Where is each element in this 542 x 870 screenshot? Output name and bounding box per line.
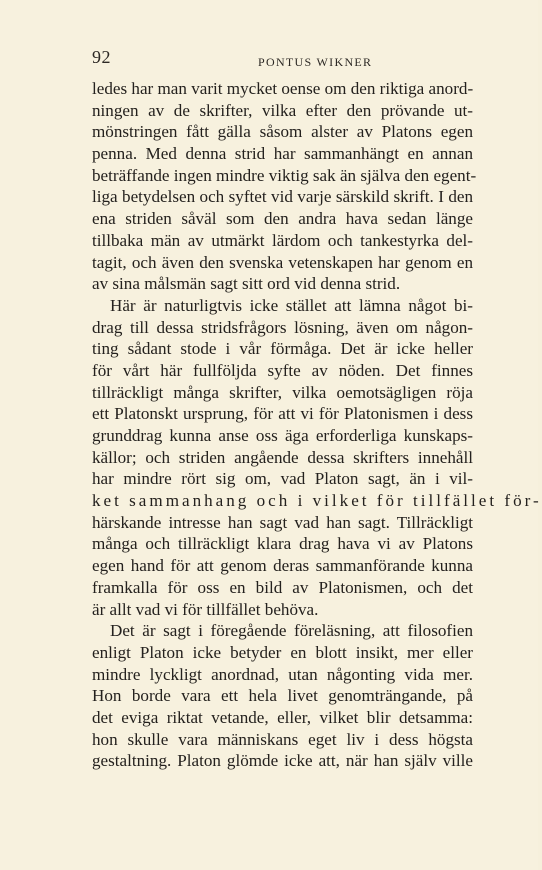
text-line: mönstringen fått gälla såsom alster av Platons egen bbox=[92, 122, 473, 142]
text-line: är allt vad vi för tillfället behöva. bbox=[92, 599, 319, 619]
text-line: tagit, och även den svenska vetenskapen har genom en bbox=[92, 252, 473, 272]
text-line: gestaltning. Platon glömde icke att, när han själv ville bbox=[92, 751, 473, 771]
text-line: av sina målsmän sagt sitt ord vid denna strid. bbox=[92, 274, 401, 294]
text-line: grunddrag kunna anse oss äga erforderliga kunskaps- bbox=[92, 426, 473, 445]
text-line: drag till dessa stridsfrågors lösning, även om någon- bbox=[92, 317, 473, 337]
text-line: har mindre rört sig om, vad Platon sagt, än i vil- bbox=[92, 469, 473, 489]
text-line: hon skulle vara människans eget liv i dess högsta bbox=[92, 729, 473, 749]
text-line: ting sådant stode i vår förmåga. Det är icke heller bbox=[92, 339, 473, 359]
body-text bbox=[92, 78, 542, 772]
text-line: ena striden såväl som den andra hava sedan länge bbox=[92, 209, 473, 229]
text-line: liga betydelsen och syftet vid varje särskild skrift. I den bbox=[92, 187, 473, 207]
text-line: mindre lyckligt anordnad, utan någonting vida mer. bbox=[92, 664, 473, 684]
text-line: härskande intresse han sagt vad han sagt. Tillräckligt bbox=[92, 512, 473, 532]
text-line: framkalla för oss en bild av Platonismen, och det bbox=[92, 577, 473, 597]
text-line: ledes har man varit mycket oense om den riktiga anord- bbox=[92, 79, 474, 98]
text-line: tillbaka män av utmärkt lärdom och tankestyrka del- bbox=[92, 230, 473, 250]
running-head: PONTUS WIKNER bbox=[258, 55, 373, 69]
page-number: 92 bbox=[92, 47, 111, 67]
text-line: egen hand för att genom deras sammanförande kunna bbox=[92, 556, 473, 576]
paragraph-start-line: Det är sagt i föregående föreläsning, att filosofien bbox=[110, 621, 473, 641]
text-line: enligt Platon icke betyder en blott insikt, mer eller bbox=[92, 642, 473, 662]
page-header bbox=[92, 47, 472, 71]
spaced-text-line: ket sammanhang och i vilket för tillfället för- bbox=[92, 491, 542, 511]
text-line: penna. Med denna strid har sammanhängt en annan bbox=[92, 144, 473, 164]
text-line: ett Platonskt ursprung, för att vi för Platonismen i dess bbox=[92, 404, 473, 424]
text-line: det eviga riktat vetande, eller, vilket blir detsamma: bbox=[92, 707, 473, 727]
paragraph-start-line: Här är naturligtvis icke stället att lämna något bi- bbox=[110, 295, 473, 315]
text-line: beträffande ingen mindre viktig sak än själva den egent- bbox=[92, 165, 477, 185]
text-line: tillräckligt många skrifter, vilka oemotsägligen röja bbox=[92, 382, 473, 402]
text-line: Hon borde vara ett hela livet genomträngande, på bbox=[92, 686, 473, 706]
text-line: källor; och striden angående dessa skrifters innehåll bbox=[92, 447, 473, 467]
text-line: för vårt här fullföljda syfte av nöden. Det finnes bbox=[92, 360, 473, 380]
text-line: många och tillräckligt klara drag hava vi av Platons bbox=[92, 534, 473, 554]
text-line: ningen av de skrifter, vilka efter den prövande ut- bbox=[92, 100, 473, 120]
